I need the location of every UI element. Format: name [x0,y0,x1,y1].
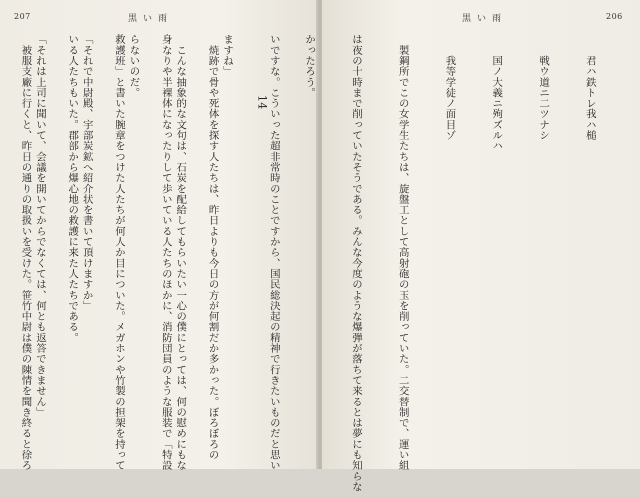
text-column: ますね」 [218,34,234,452]
text-column: こんな抽象的な文句は、石炭を配給してもらいたい一心の僕にとっては、何の慰めにもな [172,34,188,452]
right-running-head: 黒い雨 [462,11,507,24]
text-column: 被服支廠に行くと、昨日の通りの取扱いを受けた。笹竹中尉は僕の陳情を聞き終ると徐ろ [17,34,33,452]
text-column: 焼跡で骨や死体を探す人たちは、昨日よりも今日の方が何割だか多かった。ぼろぼろの [204,34,220,452]
verse-column: 国ノ大義ニ殉ズルハ [488,34,504,452]
left-page-number: 207 [14,12,31,21]
text-column: 身なりや半裸体になったりして歩いている人たちのほかに、消防団員のような服装で「特設 [157,34,173,452]
text-column: 「それで中尉殿、宇部炭鉱へ紹介状を書いて頂けますか」 [78,34,94,452]
left-running-head: 黒い雨 [128,11,173,24]
text-column: 「それは上司に聞いて、会議を開いてからでなくては、何とも返答できません」 [31,34,47,452]
verse-column: 我等学徒ノ面目ゾ [441,34,457,452]
right-page-number: 206 [606,12,623,21]
text-column: かったろう。 [301,34,317,452]
text-column: いる人たちもいた。郡部から爆心地の救護に来た人たちである。 [64,34,80,452]
right-page [322,0,640,469]
text-column: 製鋼所でこの女学生たちは、旋盤工として高射砲の玉を削っていた。二交替制で、運い組 [394,34,410,452]
text-column: いですな。こういった超非常時のことですから、国民総決起の精神で行きたいものだと思い [265,34,281,452]
right-page-body [338,34,628,452]
verse-column: 君ハ鉄トレ我ハ槌 [581,34,597,452]
text-column: らないのだ。 [125,34,141,452]
text-column: 救護班」と書いた腕章をつけた人たちが何人か目についた。メガホンや竹製の担架を持って [110,34,126,452]
verse-column: 戦ウ道ニ二ツナシ [534,34,550,452]
text-column: は夜の十時まで削っていたそうである。みんな今度のような爆弾が落ちて来るとは夢にも知らな [347,34,363,452]
section-number: 14 [254,34,270,452]
